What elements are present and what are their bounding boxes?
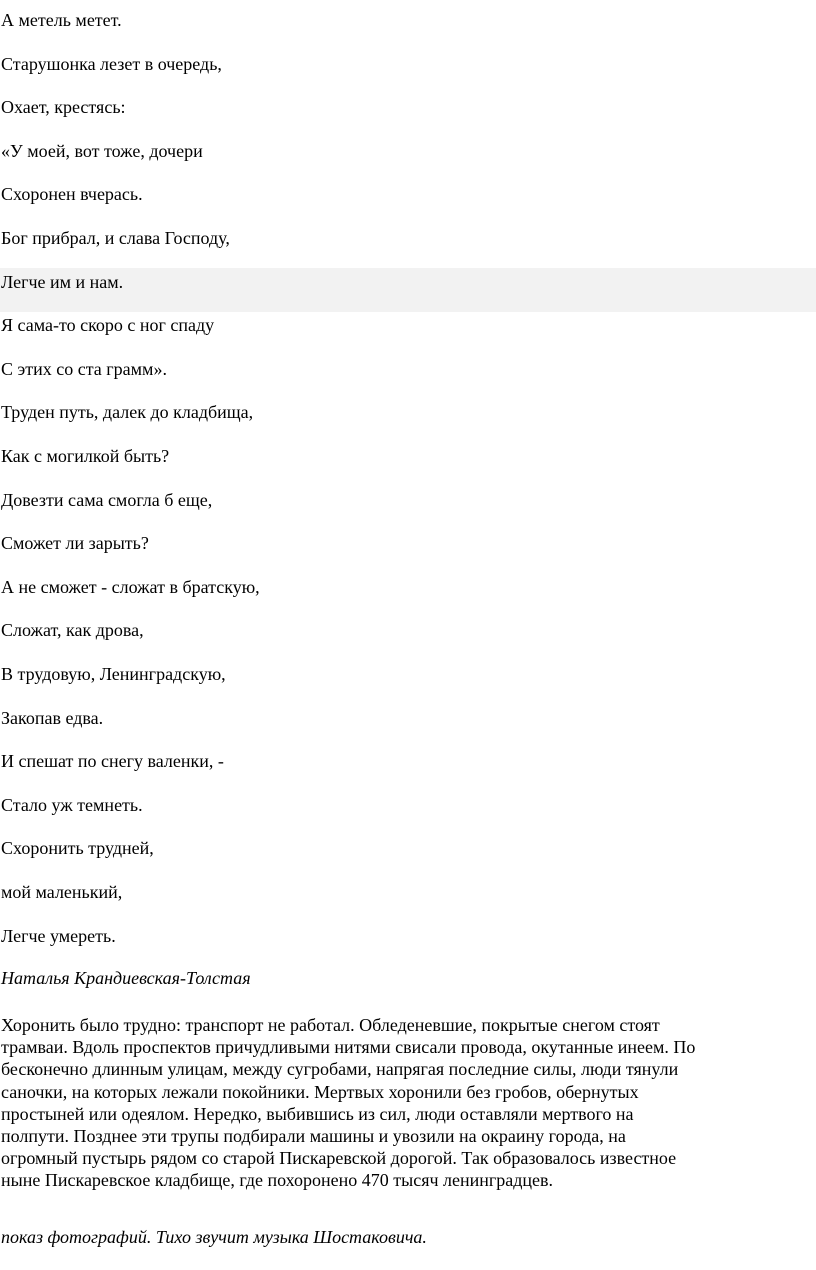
- poem-line: С этих со ста грамм».: [1, 359, 167, 379]
- prose-line: полпути. Позднее эти трупы подбирали машины и увозили на окраину города, на: [1, 1126, 626, 1147]
- poem-line: Я сама-то скоро с ног спаду: [1, 315, 215, 335]
- prose-line: бесконечно длинным улицам, между сугробами, напрягая последние силы, люди тянули: [1, 1059, 679, 1080]
- poem-line: Стало уж темнеть.: [1, 795, 143, 815]
- poem-line: А не сможет - сложат в братскую,: [1, 577, 260, 597]
- poem-line: Сможет ли зарыть?: [1, 533, 149, 553]
- stage-direction: показ фотографий. Тихо звучит музыка Шостаковича.: [1, 1227, 427, 1247]
- poem-line: Легче им и нам.: [1, 272, 124, 292]
- poem-line: В трудовую, Ленинградскую,: [1, 664, 226, 684]
- poem-line: Старушонка лезет в очередь,: [1, 54, 222, 74]
- poem-line: А метель метет.: [1, 10, 122, 30]
- poem-line: Легче умереть.: [1, 926, 116, 946]
- prose-line: простыней или одеялом. Нередко, выбившись из сил, люди оставляли мертвого на: [1, 1103, 634, 1124]
- poem-line: Закопав едва.: [1, 708, 104, 728]
- poem-line: Труден путь, далек до кладбища,: [1, 402, 254, 422]
- prose-paragraph: [1, 1014, 811, 1192]
- poem-line: мой маленький,: [1, 882, 123, 902]
- poem-line: Бог прибрал, и слава Господу,: [1, 228, 230, 248]
- poem-line: Сложат, как дрова,: [1, 620, 144, 640]
- poem-line: «У моей, вот тоже, дочери: [1, 141, 203, 161]
- prose-line: огромный пустырь рядом со старой Пискаревской дорогой. Так образовалось известное: [1, 1148, 677, 1169]
- poem-line: Схоронен вчерась.: [1, 184, 143, 204]
- prose-line: саночки, на которых лежали покойники. Мертвых хоронили без гробов, обернутых: [1, 1081, 639, 1102]
- poem-line: Схоронить трудней,: [1, 838, 154, 858]
- prose-line: трамваи. Вдоль проспектов причудливыми нитями свисали провода, окутанные инеем. По: [1, 1037, 696, 1058]
- poem-author: Наталья Крандиевская-Толстая: [1, 968, 251, 988]
- prose-line: ныне Пискаревское кладбище, где похоронено 470 тысяч ленинградцев.: [1, 1170, 554, 1191]
- prose-line: Хоронить было трудно: транспорт не работал. Обледеневшие, покрытые снегом стоят: [1, 1015, 660, 1035]
- poem-line: Как с могилкой быть?: [1, 446, 170, 466]
- poem-line: Довезти сама смогла б еще,: [1, 490, 213, 510]
- poem-line: И спешат по снегу валенки, -: [1, 751, 224, 771]
- poem-line: Охает, крестясь:: [1, 97, 126, 117]
